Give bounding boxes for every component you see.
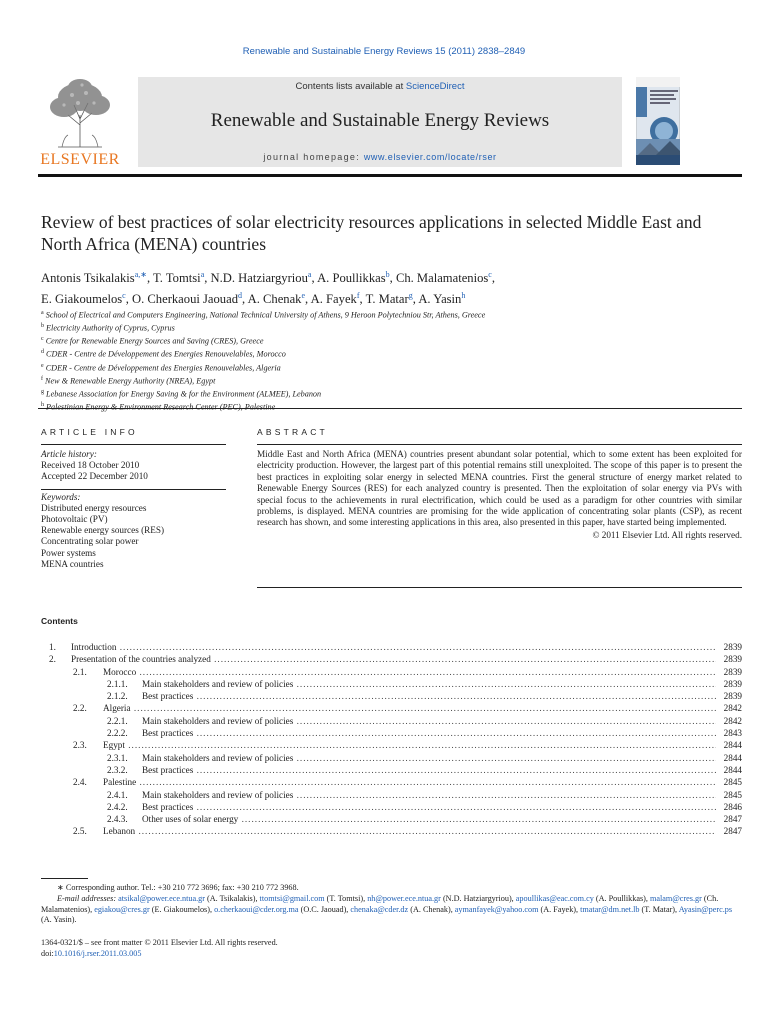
toc-entry[interactable] xyxy=(41,789,742,801)
email-link[interactable]: ttomtsi@gmail.com xyxy=(259,893,325,903)
masthead xyxy=(38,75,742,171)
toc-entry[interactable] xyxy=(41,715,742,727)
email-owner: (T. Matar), xyxy=(639,904,679,914)
author-name: A. Poullikkas xyxy=(317,271,386,286)
toc-entry-number: 2.4.2. xyxy=(107,801,128,812)
toc-entry-title[interactable]: Best practices ..... xyxy=(142,690,716,702)
toc-entry-title[interactable]: Best practices ..... xyxy=(142,727,716,739)
article-info xyxy=(41,449,226,570)
doi-line xyxy=(41,949,541,960)
affiliation xyxy=(41,374,741,387)
issn-line: 1364-0321/$ – see front matter © 2011 Elsevier Ltd. All rights reserved. xyxy=(41,938,278,947)
homepage-prefix: journal homepage: xyxy=(263,152,364,162)
contents-heading: Contents xyxy=(41,616,78,626)
author-affiliation-marker[interactable]: c xyxy=(488,270,492,279)
affiliation-list xyxy=(41,308,741,413)
toc-entry-number: 2.4. xyxy=(73,777,87,788)
email-owner: (A. Fayek), xyxy=(538,904,581,914)
toc-entry-number: 2.5. xyxy=(73,826,87,837)
keywords-label: Keywords: xyxy=(41,491,81,502)
toc-entry-title[interactable]: Main stakeholders and review of policies ..... xyxy=(142,789,716,801)
author-affiliation-marker[interactable]: c xyxy=(122,291,126,301)
corresponding-line: ∗ Corresponding author. Tel.: +30 210 772 3696; fax: +30 210 772 3968. xyxy=(57,883,299,892)
abstract-text: Middle East and North Africa (MENA) countries present abundant solar potential, which to some extent has been exploited for electricity production. However, the largest part of this potential remains still unexploited. The scope of this paper is to present the best practices in exploiting solar energy in selected MENA countries. First the general structure of energy market related to Renewable Energy Sources (RES) for each analyzed country is presented. Then the exploitation of solar energy via PVs with special focus to the achievements in rural electrification, which could be used as a paradigm for other countries with similar problems, is displayed. MENA countries are promising for the wide application of concentrating solar plants (CSP), as recent research has shown, and some interesting applications in this area, also presented in this paper, have started being implemented. xyxy=(257,449,742,528)
toc-entry[interactable] xyxy=(41,739,742,751)
affiliation-text: CDER - Centre de Développement des Energies Renouvelables, Morocco xyxy=(46,350,286,360)
toc-entry-number: 2.2. xyxy=(73,703,87,714)
author-name: Ch. Malamatenios xyxy=(395,271,489,286)
toc-entry[interactable] xyxy=(41,702,742,714)
doi-prefix: doi: xyxy=(41,948,54,958)
author-affiliation-marker[interactable]: a xyxy=(307,270,312,279)
author: Ch. Malamatenios$^c$, xyxy=(395,270,495,286)
author-affiliation-marker[interactable]: d xyxy=(238,291,242,301)
toc-entry[interactable] xyxy=(41,813,742,825)
toc-entry-page: 2847 xyxy=(723,826,742,837)
toc-entry-number: 1. xyxy=(49,642,56,652)
email-owner: (A. Poullikkas), xyxy=(593,893,650,903)
toc-entry[interactable] xyxy=(41,690,742,702)
toc-entry[interactable] xyxy=(41,776,742,788)
toc-entry-number: 2.2.1. xyxy=(107,715,128,726)
affiliation-key: b xyxy=(41,323,44,330)
affiliation-text: Electricity Authority of Cyprus, Cyprus xyxy=(46,323,175,333)
author-name: T. Matar xyxy=(365,292,409,307)
keyword: Renewable energy sources (RES) xyxy=(41,525,165,536)
toc-entry-title[interactable]: Algeria ..... xyxy=(103,702,716,714)
author-name: A. Fayek xyxy=(310,292,357,307)
article-info-heading: ARTICLE INFO xyxy=(41,427,138,437)
toc-entry-page: 2845 xyxy=(723,777,742,788)
affiliation-key: f xyxy=(41,375,43,382)
toc-entry-page: 2842 xyxy=(723,703,742,714)
toc-entry-page: 2839 xyxy=(723,678,742,689)
author-affiliation-marker[interactable]: f xyxy=(356,291,360,301)
toc-entry[interactable] xyxy=(41,678,742,690)
toc-entry[interactable] xyxy=(41,641,742,653)
affiliation-key: a xyxy=(41,310,44,316)
affiliation xyxy=(41,321,741,334)
affiliation-key: c xyxy=(41,336,44,343)
toc-entry-number: 2.1.2. xyxy=(107,691,128,702)
keyword: Power systems xyxy=(41,547,96,558)
author-name: T. Tomtsi xyxy=(153,271,201,286)
paper-title: Review of best practices of solar electricity resources applications in selected Middle East and North Africa (MENA) countries xyxy=(41,212,702,254)
affiliation xyxy=(41,361,741,374)
toc-entry-title[interactable]: Lebanon ..... xyxy=(103,825,716,837)
email-owner: (O.C. Jaouad), xyxy=(298,904,351,914)
toc-entry-number: 2.1. xyxy=(73,666,87,677)
author-affiliation-marker[interactable]: b xyxy=(385,270,390,279)
issn-block xyxy=(41,938,541,960)
toc-entry-page: 2839 xyxy=(723,666,742,677)
author-name: A. Chenak xyxy=(247,292,302,307)
toc-entry[interactable] xyxy=(41,727,742,739)
contents-available-line xyxy=(138,81,622,92)
toc-entry-page: 2844 xyxy=(723,740,742,751)
email-owner: (T. Tomtsi), xyxy=(324,893,368,903)
email-link[interactable]: malam@cres.gr xyxy=(649,893,702,903)
author-name: N.D. Hatziargyriou xyxy=(210,271,308,286)
author-affiliation-marker[interactable]: a xyxy=(200,270,205,279)
toc-entry[interactable] xyxy=(41,764,742,776)
journal-banner xyxy=(138,77,622,167)
corresponding-author-footnote xyxy=(41,883,743,926)
keyword: MENA countries xyxy=(41,558,104,569)
toc-entry-number: 2.3. xyxy=(73,740,87,751)
toc-entry-title[interactable]: Best practices ..... xyxy=(142,764,716,776)
toc-entry-number: 2.1.1. xyxy=(107,678,128,689)
toc-entry-page: 2844 xyxy=(723,764,742,775)
toc-entry-page: 2847 xyxy=(723,814,742,825)
affiliation xyxy=(41,334,741,347)
email-owner: (A. Chenak), xyxy=(408,904,455,914)
keyword: Concentrating solar power xyxy=(41,536,139,547)
toc-entry-title[interactable]: Introduction ..... xyxy=(71,641,716,653)
author: T. Matar$^g$, xyxy=(365,291,419,307)
toc-entry-page: 2846 xyxy=(723,801,742,812)
toc-entry-page: 2839 xyxy=(723,642,742,652)
email-addresses xyxy=(41,894,743,926)
author: A. Chenak$^e$, xyxy=(247,291,311,307)
affiliation xyxy=(41,308,741,321)
toc-entry-page: 2844 xyxy=(723,752,742,763)
article-info-rule xyxy=(41,444,226,445)
email-link[interactable]: tmatar@dm.net.lb xyxy=(580,904,640,914)
toc-entry[interactable] xyxy=(41,653,742,665)
toc-entry-number: 2. xyxy=(49,654,56,665)
toc-entry-page: 2842 xyxy=(723,715,742,726)
toc-entry-page: 2843 xyxy=(723,728,742,739)
contents-prefix: Contents lists available at xyxy=(295,81,406,92)
toc-entry-page: 2845 xyxy=(723,789,742,800)
author-name: O. Cherkaoui Jaouad xyxy=(132,292,238,307)
affiliation-key: h xyxy=(41,401,44,408)
email-link[interactable]: chenaka@cder.dz xyxy=(350,904,409,914)
toc-entry-title[interactable]: Presentation of the countries analyzed ..... xyxy=(71,653,716,665)
sciencedirect-link[interactable]: ScienceDirect xyxy=(405,81,465,92)
footnote-rule xyxy=(41,878,88,879)
journal-cover-thumbnail[interactable] xyxy=(636,77,680,165)
abstract-heading: ABSTRACT xyxy=(257,427,328,437)
abstract-rule xyxy=(257,444,742,445)
toc-entry-page: 2839 xyxy=(723,691,742,702)
author-affiliation-marker[interactable]: e xyxy=(301,291,306,301)
homepage-link[interactable]: www.elsevier.com/locate/rser xyxy=(363,152,497,162)
article-info-divider xyxy=(41,489,226,490)
affiliation-text: New & Renewable Energy Authority (NREA), Egypt xyxy=(45,376,216,386)
keyword: Distributed energy resources xyxy=(41,502,147,513)
author: A. Fayek$^f$, xyxy=(310,291,366,307)
email-owner: (E. Giakoumelos), xyxy=(149,904,215,914)
header-rule xyxy=(38,174,742,177)
author-affiliation-marker[interactable]: a,∗ xyxy=(134,270,147,279)
email-link[interactable]: Ayasin@perc.ps xyxy=(678,904,733,914)
table-of-contents xyxy=(41,641,742,838)
email-owner: (N.D. Hatziargyriou), xyxy=(440,893,516,903)
journal-title: Renewable and Sustainable Energy Reviews xyxy=(210,110,550,131)
toc-entry[interactable] xyxy=(41,666,742,678)
affiliation xyxy=(41,347,741,360)
toc-entry-title[interactable]: Main stakeholders and review of policies ..... xyxy=(142,715,716,727)
toc-entry-page: 2839 xyxy=(723,654,742,665)
publisher-name: ELSEVIER xyxy=(40,151,120,168)
toc-entry-number: 2.3.2. xyxy=(107,764,128,775)
email-link[interactable]: apoullikas@eac.com.cy xyxy=(515,893,594,903)
email-label: E-mail addresses: xyxy=(57,893,119,903)
author-affiliation-marker[interactable]: h xyxy=(461,291,466,301)
toc-entry[interactable] xyxy=(41,801,742,813)
section-rule xyxy=(38,408,742,409)
affiliation-text: Lebanese Association for Energy Saving & for the Environment (ALMEE), Lebanon xyxy=(46,389,322,399)
doi-link[interactable]: 10.1016/j.rser.2011.03.005 xyxy=(53,948,142,958)
toc-entry-title[interactable]: Morocco ..... xyxy=(103,666,716,678)
affiliation-text: CDER - Centre de Développement des Energies Renouvelables, Algeria xyxy=(45,363,281,373)
email-link[interactable]: atsikal@power.ece.ntua.gr xyxy=(118,893,205,903)
toc-entry[interactable] xyxy=(41,752,742,764)
toc-entry-title[interactable]: Palestine ..... xyxy=(103,776,716,788)
author-name: E. Giakoumelos xyxy=(41,292,123,307)
email-owner: (A. Yasin). xyxy=(41,915,77,925)
keyword: Photovoltaic (PV) xyxy=(41,514,108,525)
toc-entry-title[interactable]: Other uses of solar energy ..... xyxy=(142,813,716,825)
keyword-list xyxy=(41,503,226,570)
received-date: Received 18 October 2010 xyxy=(41,460,140,471)
email-link[interactable]: aymanfayek@yahoo.com xyxy=(454,904,539,914)
accepted-date: Accepted 22 December 2010 xyxy=(41,471,148,482)
journal-homepage-line xyxy=(138,152,622,162)
toc-entry-title[interactable]: Egypt ..... xyxy=(103,739,716,751)
abstract-body xyxy=(257,449,742,541)
email-owner: (Ch. Malamatenios), xyxy=(41,893,719,914)
toc-entry[interactable] xyxy=(41,825,742,837)
author: N.D. Hatziargyriou$^a$, xyxy=(210,270,318,286)
toc-entry-number: 2.4.1. xyxy=(107,789,128,800)
history-label: Article history: xyxy=(41,449,97,459)
toc-entry-number: 2.2.2. xyxy=(107,728,128,739)
affiliation-text: Centre for Renewable Energy Sources and Saving (CRES), Greece xyxy=(45,337,264,347)
author: Antonis Tsikalakis$^{a,∗}$, xyxy=(41,270,154,286)
author-name: Antonis Tsikalakis xyxy=(41,271,135,286)
affiliation-key: g xyxy=(41,388,44,395)
author: O. Cherkaoui Jaouad$^d$, xyxy=(132,291,248,307)
email-link[interactable]: nh@power.ece.ntua.gr xyxy=(367,893,441,903)
toc-entry-number: 2.4.3. xyxy=(107,814,128,825)
affiliation-text: School of Electrical and Computers Engineering, National Technical University of Athens, 9 Heroon Polytechniou Str, Athens, Greece xyxy=(45,310,486,320)
author-name: A. Yasin xyxy=(418,292,462,307)
toc-entry-title[interactable]: Main stakeholders and review of policies ..... xyxy=(142,752,716,764)
author xyxy=(418,292,465,306)
author-list xyxy=(41,266,741,308)
author: T. Tomtsi$^a$, xyxy=(153,270,211,286)
abstract-bottom-rule xyxy=(257,587,742,588)
affiliation-key: e xyxy=(41,362,44,369)
affiliation-key: d xyxy=(41,349,44,356)
author: E. Giakoumelos$^c$, xyxy=(41,291,133,307)
affiliation xyxy=(41,387,741,400)
email-link[interactable]: o.cherkaoui@cder.org.ma xyxy=(214,904,299,914)
copyright-notice: © 2011 Elsevier Ltd. All rights reserved. xyxy=(592,529,742,540)
email-link[interactable]: egiakou@cres.gr xyxy=(94,904,150,914)
affiliation xyxy=(41,400,741,413)
email-owner: (A. Tsikalakis), xyxy=(205,893,260,903)
journal-reference[interactable]: Renewable and Sustainable Energy Reviews 15 (2011) 2838–2849 xyxy=(242,46,526,57)
author-affiliation-marker[interactable]: g xyxy=(408,291,413,301)
toc-entry-number: 2.3.1. xyxy=(107,752,128,763)
toc-entry-title[interactable]: Main stakeholders and review of policies ..... xyxy=(142,678,716,690)
author: A. Poullikkas$^b$, xyxy=(317,270,396,286)
toc-entry-title[interactable]: Best practices ..... xyxy=(142,801,716,813)
elsevier-tree-logo-icon xyxy=(38,75,122,171)
